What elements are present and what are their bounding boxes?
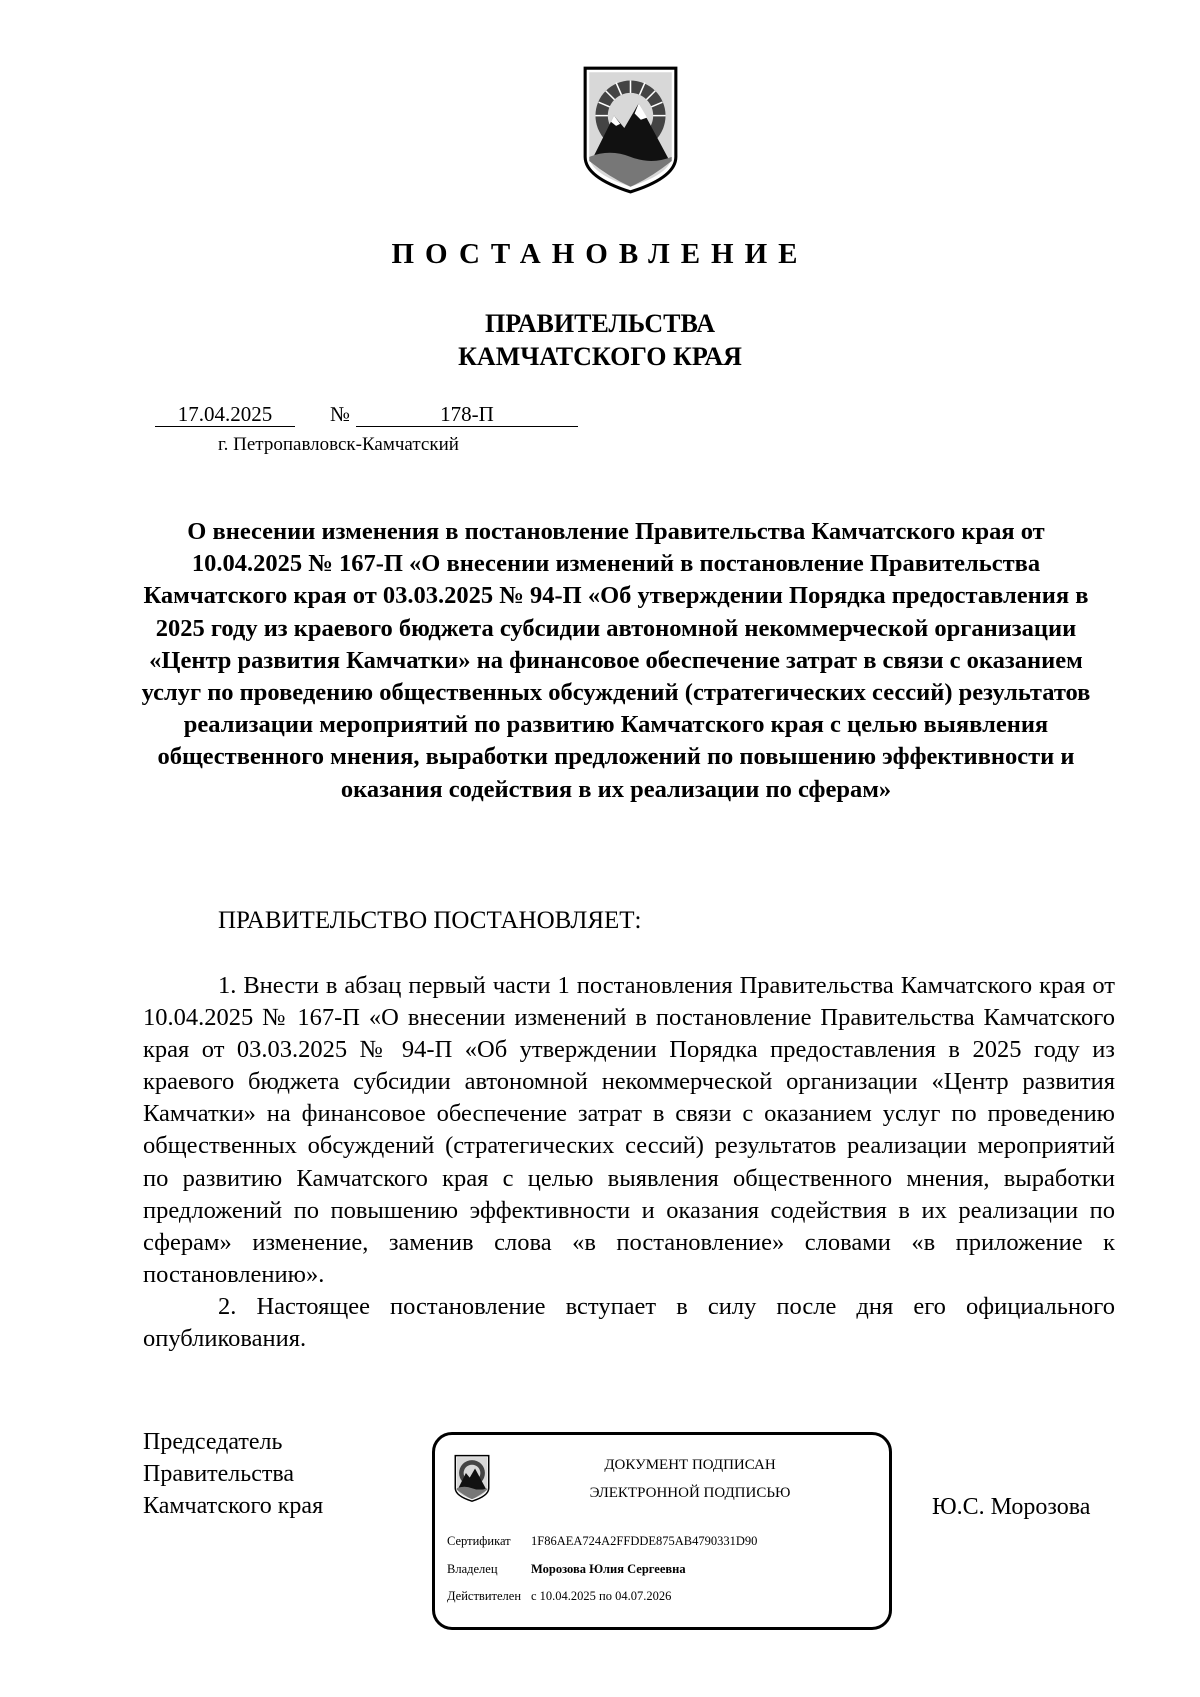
validity-label: Действителен	[447, 1589, 522, 1603]
authority-line-1: ПРАВИТЕЛЬСТВА	[485, 309, 715, 338]
document-title: О внесении изменения в постановление Правительства Камчатского края от 10.04.2025 № 167-П «О внесении изменений в постановление Правительства Камчатского края от 03.03.2025 № 94-П «Об утверждении Порядка предоставления в 2025 году из краевого бюджета субсидии автономной некоммерческой организации «Центр развития Камчатки» на финансовое обеспечение затрат в связи с оказанием услуг по проведению общественных обсуждений (стратегических сессий) результатов реализации мероприятий по развитию Камчатского края с целью выявления общественного мнения, выработки предложений по повышению эффективности и оказания содействия в их реализации по сферам»	[141, 518, 1091, 803]
stamp-heading-line-1: ДОКУМЕНТ ПОДПИСАН	[604, 1457, 776, 1473]
registration-number: 178-П	[356, 402, 578, 427]
document-body	[143, 970, 1115, 1355]
paragraph-1: 1. Внести в абзац первый части 1 постановления Правительства Камчатского края от 10.04.2025 № 167-П «О внесении изменений в постановление Правительства Камчатского края от 03.03.2025 № 94-П «Об утверждении Порядка предоставления в 2025 году из краевого бюджета субсидии автономной некоммерческой организации «Центр развития Камчатки» на финансовое обеспечение затрат в связи с оказанием услуг по проведению общественных обсуждений (стратегических сессий) результатов реализации мероприятий по развитию Камчатского края с целью выявления общественного мнения, выработки предложений по повышению эффективности и оказания содействия в их реализации по сферам» изменение, заменив слова «в постановление» словами «в приложение к постановлению».	[143, 972, 1115, 1288]
stamp-validity-row	[447, 1588, 671, 1604]
registration-number-sign: №	[330, 402, 351, 426]
paragraph-2: 2. Настоящее постановление вступает в силу после дня его официального опубликования.	[143, 1292, 1115, 1353]
stamp-certificate-row	[447, 1533, 757, 1549]
signatory-title-line-2: Правительства	[143, 1461, 295, 1487]
owner-label: Владелец	[447, 1562, 498, 1576]
place-of-issue: г. Петропавловск-Камчатский	[218, 434, 459, 455]
resolution-preamble: ПРАВИТЕЛЬСТВО ПОСТАНОВЛЯЕТ:	[218, 907, 642, 934]
authority-line-2: КАМЧАТСКОГО КРАЯ	[458, 342, 742, 371]
signatory-title-line-1: Председатель	[143, 1429, 283, 1455]
registration-date: 17.04.2025	[155, 402, 295, 427]
owner-value: Морозова Юлия Сергеевна	[531, 1562, 686, 1576]
electronic-signature-stamp	[432, 1432, 892, 1630]
signatory-name: Ю.С. Морозова	[932, 1494, 1091, 1520]
coat-of-arms-icon	[578, 62, 683, 196]
coat-of-arms-icon	[453, 1453, 491, 1503]
signatory-title	[143, 1426, 323, 1522]
issuing-authority	[0, 307, 1200, 373]
validity-value: с 10.04.2025 по 04.07.2026	[531, 1589, 672, 1603]
signatory-title-line-3: Камчатского края	[143, 1493, 324, 1519]
certificate-label: Сертификат	[447, 1534, 511, 1548]
certificate-value: 1F86AEA724A2FFDDE875AB4790331D90	[531, 1534, 758, 1548]
stamp-owner-row	[447, 1561, 686, 1577]
stamp-heading-line-2: ЭЛЕКТРОННОЙ ПОДПИСЬЮ	[589, 1485, 791, 1501]
document-type-heading: ПОСТАНОВЛЕНИЕ	[391, 238, 809, 270]
